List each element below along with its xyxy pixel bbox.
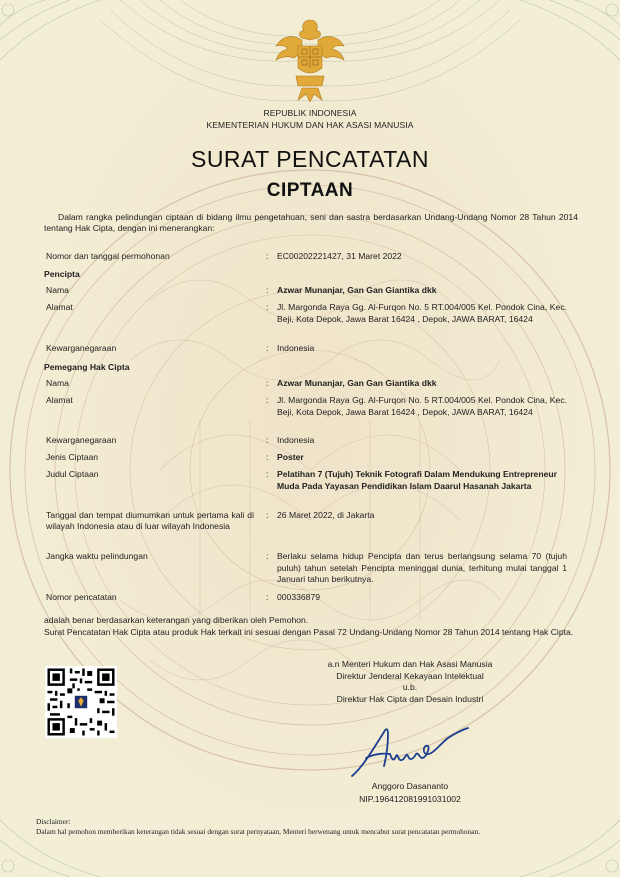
colon: :	[266, 551, 269, 561]
colon: :	[266, 435, 269, 445]
creator-nationality-label: Kewarganegaraan	[46, 343, 117, 353]
application-value: EC00202221427, 31 Maret 2022	[277, 251, 402, 261]
creator-address-label: Alamat	[46, 302, 73, 312]
colon: :	[266, 469, 269, 479]
signatory-name: Anggoro Dasananto	[371, 781, 449, 791]
announce-label: Tanggal dan tempat diumumkan untuk pertama kali di wilayah Indonesia atau di luar wilayah Indonesia	[46, 510, 254, 531]
colon: :	[266, 510, 269, 520]
colon: :	[266, 592, 269, 602]
intro-paragraph: Dalam rangka pelindungan ciptaan di bidang ilmu pengetahuan, seni dan sastra berdasarkan Undang-Undang Nomor 28 Tahun 2014 tentang Hak Cipta, dengan ini menerangkan:	[44, 212, 578, 233]
creator-section-heading: Pencipta	[44, 269, 80, 279]
creator-name-value: Azwar Munanjar, Gan Gan Giantika dkk	[277, 285, 437, 295]
protection-period-label: Jangka waktu pelindungan	[46, 551, 148, 561]
application-label: Nomor dan tanggal permohonan	[46, 251, 170, 261]
holder-nationality-value: Indonesia	[277, 435, 315, 445]
holder-address-label: Alamat	[46, 395, 73, 405]
record-number-value: 000336879	[277, 592, 321, 602]
colon: :	[266, 251, 269, 261]
protection-period-value: Berlaku selama hidup Pencipta dan terus berlangsung selama 70 (tujuh puluh) tahun setelah Pencipta meninggal dunia, terhitung mulai tanggal 1 Januari tahun berikutnya.	[277, 551, 567, 584]
signatory-nip: NIP.196412081991031002	[359, 794, 461, 804]
colon: :	[266, 378, 269, 388]
work-type-value: Poster	[277, 452, 304, 462]
colon: :	[266, 395, 269, 405]
holder-nationality-label: Kewarganegaraan	[46, 435, 117, 445]
country-name: REPUBLIK INDONESIA	[263, 108, 357, 118]
creator-nationality-value: Indonesia	[277, 343, 315, 353]
holder-name-value: Azwar Munanjar, Gan Gan Giantika dkk	[277, 378, 437, 388]
signatory-line-4: Direktur Hak Cipta dan Desain Industri	[336, 693, 484, 704]
announce-value: 26 Maret 2022, di Jakarta	[277, 510, 375, 520]
signatory-line-3: u.b.	[402, 682, 418, 692]
work-title-label: Judul Ciptaan	[46, 469, 99, 479]
colon: :	[266, 285, 269, 295]
qr-code-icon	[45, 666, 117, 738]
signatory-line-2: Direktur Jenderal Kekayaan Intelektual	[336, 670, 484, 681]
ministry-name: KEMENTERIAN HUKUM DAN HAK ASASI MANUSIA	[206, 120, 414, 130]
signatory-block	[300, 659, 520, 705]
creator-address-value: Jl. Margonda Raya Gg. Al-Furqon No. 5 RT.004/005 Kel. Pondok Cina, Kec. Beji, Kota Depok, Jawa Barat 16424 , Depok, JAWA BARAT, 16424	[277, 302, 567, 324]
holder-name-label: Nama	[46, 378, 69, 388]
handwritten-signature-icon	[348, 722, 472, 780]
holder-address-value: Jl. Margonda Raya Gg. Al-Furqon No. 5 RT.004/005 Kel. Pondok Cina, Kec. Beji, Kota Depok, Jawa Barat 16424 , Depok, JAWA BARAT, 16424	[277, 395, 567, 417]
colon: :	[266, 452, 269, 462]
closing-statement: adalah benar berdasarkan keterangan yang diberikan oleh Pemohon.	[44, 615, 309, 625]
garuda-emblem-icon	[272, 16, 348, 106]
creator-name-label: Nama	[46, 285, 69, 295]
work-type-label: Jenis Ciptaan	[46, 452, 99, 462]
signatory-line-1: a.n Menteri Hukum dan Hak Asasi Manusia	[327, 659, 493, 669]
holder-section-heading: Pemegang Hak Cipta	[44, 362, 130, 372]
record-number-label: Nomor pencatatan	[46, 592, 117, 602]
document-title: SURAT PENCATATAN	[190, 146, 430, 172]
colon: :	[266, 343, 269, 353]
colon: :	[266, 302, 269, 312]
document-subtitle: CIPTAAN	[266, 180, 354, 201]
disclaimer-text: Dalam hal pemohon memberikan keterangan tidak sesuai dengan surat pernyataan, Menteri berwenang untuk mencabut surat pencatatan permohonan.	[36, 827, 481, 836]
work-title-value: Pelatihan 7 (Tujuh) Teknik Fotografi Dalam Mendukung Entrepreneur Muda Pada Yayasan Pendidikan Islam Daarul Hasanah Jakarta	[277, 469, 557, 491]
closing-legal-basis: Surat Pencatatan Hak Cipta atau produk Hak terkait ini sesuai dengan Pasal 72 Undang-Undang Nomor 28 Tahun 2014 tentang Hak Cipta.	[44, 627, 574, 637]
disclaimer-title: Disclaimer:	[36, 817, 71, 826]
